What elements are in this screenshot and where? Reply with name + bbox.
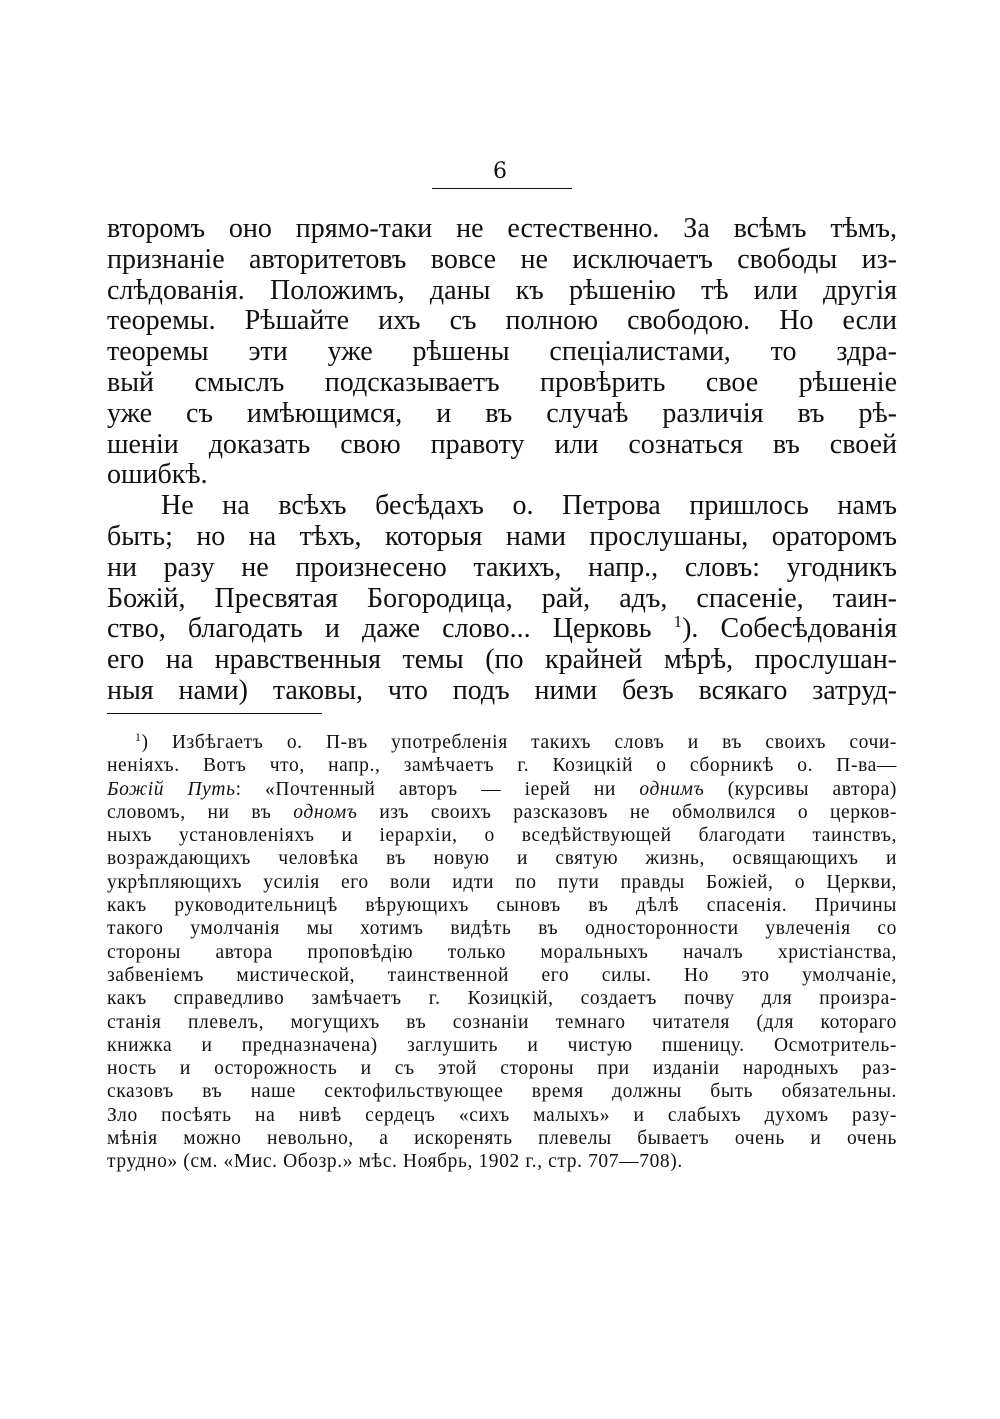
text-line: шеніи доказать свою правоту или сознаться въ своей [107, 428, 897, 460]
footnote-line: ность и осторожность и съ этой стороны при изданіи народныхъ раз- [107, 1058, 897, 1080]
footnote-line: возраждающихъ человѣка въ новую и святую жизнь, освящающихъ и [107, 848, 897, 870]
footnote-line: забвеніемъ мистической, таинственной его силы. Но это умолчаніе, [107, 964, 897, 986]
main-text [107, 214, 897, 707]
footnote-rule [107, 713, 322, 714]
page-number-rule [432, 188, 572, 189]
text-line: Не на всѣхъ бесѣдахъ о. Петрова пришлось намъ [161, 490, 897, 522]
footnote-line: мѣнія можно невольно, а искоренять плевелы бываетъ очень и очень [107, 1128, 897, 1150]
text-line: ныя нами) таковы, что подъ ними безъ всякаго затруд- [107, 674, 897, 706]
footnote-line: станія плевелъ, могущихъ въ сознаніи темнаго читателя (для котораго [107, 1011, 897, 1033]
text-line: Божій, Пресвятая Богородица, рай, адъ, спасеніе, таин- [107, 582, 897, 614]
text-line: ошибкѣ. [107, 459, 208, 491]
paragraph-2 [107, 491, 897, 707]
text-line: вый смыслъ подсказываетъ провѣрить свое рѣшеніе [107, 366, 897, 398]
text-line: теоремы. Рѣшайте ихъ съ полною свободою. Но если [107, 305, 897, 337]
footnote-line: трудно» (см. «Мис. Обозр.» мѣс. Ноябрь, 1902 г., стр. 707—708). [107, 1151, 683, 1173]
text-line: признаніе авторитетовъ вовсе не исключаетъ свободы из- [107, 243, 897, 275]
footnote-line: какъ руководительницѣ вѣрующихъ сыновъ въ дѣлѣ спасенія. Причины [107, 895, 897, 917]
paragraph-1 [107, 214, 897, 491]
footnote-mark: 1 [135, 730, 142, 744]
footnote-line [107, 731, 897, 754]
text-line: второмъ оно прямо-таки не естественно. За всѣмъ тѣмъ, [107, 213, 897, 244]
text-segment: : «Почтенный авторъ — iерей ни [235, 778, 640, 800]
footnote-line: сказовъ въ наше сектофильствующее время должны быть обязательны. [107, 1081, 897, 1103]
text-segment: (курсивы автора) [704, 778, 897, 800]
text-line: уже съ имѣющимся, и въ случаѣ различія въ рѣ- [107, 397, 897, 429]
footnote-line: неніяхъ. Вотъ что, напр., замѣчаетъ г. Козицкій о сборникѣ о. П-ва— [107, 755, 897, 777]
footnote-line: книжка и предназначена) заглушить и чистую пшеницу. Осмотритель- [107, 1034, 897, 1056]
emphasized-word: одномъ [293, 801, 358, 823]
text-line: быть; но на тѣхъ, которыя нами прослушаны, ораторомъ [107, 520, 897, 552]
text-line: теоремы эти уже рѣшены спеціалистами, то здра- [107, 336, 897, 368]
text-segment: ) Избѣгаетъ о. П-въ употребленія такихъ словъ и въ своихъ сочи- [141, 732, 897, 753]
footnote-line: какъ справедливо замѣчаетъ г. Козицкій, создаетъ почву для произра- [107, 988, 897, 1010]
page-number: 6 [493, 159, 507, 184]
footnote-line [107, 778, 897, 801]
text-segment: изъ своихъ разсказовъ не обмолвился о церков- [357, 801, 897, 823]
footnote-line [107, 801, 897, 824]
footnote-line: такого умолчанія мы хотимъ видѣть въ односторонности увлеченія со [107, 918, 897, 940]
text-segment: ). Собесѣдованія [682, 613, 897, 645]
footnote-reference[interactable]: 1 [673, 612, 683, 632]
footnote-line: укрѣпляющихъ усилія его воли идти по пути правды Божіей, о Церкви, [107, 871, 897, 893]
text-line: ни разу не произнесено такихъ, напр., словъ: угодникъ [107, 551, 897, 583]
text-segment: словомъ, ни въ [107, 801, 294, 823]
book-title: Божій Путь [107, 778, 236, 800]
footnote [107, 731, 897, 1174]
footnote-line: стороны автора проповѣдію только моральныхъ началъ христіанства, [107, 941, 897, 963]
text-line: слѣдованія. Положимъ, даны къ рѣшенію тѣ или другія [107, 274, 897, 306]
emphasized-word: однимъ [639, 778, 705, 800]
text-segment: ство, благодать и даже слово... Церковь [107, 613, 674, 645]
text-line: его на нравственныя темы (по крайней мѣрѣ, прослушан- [107, 644, 897, 676]
footnote-line: ныхъ установленіяхъ и іерархіи, о вседѣйствующей благодати таинствъ, [107, 825, 897, 847]
text-line [107, 614, 897, 645]
footnote-line: Зло посѣять на нивѣ сердецъ «сихъ малыхъ» и слабыхъ духомъ разу- [107, 1104, 897, 1126]
